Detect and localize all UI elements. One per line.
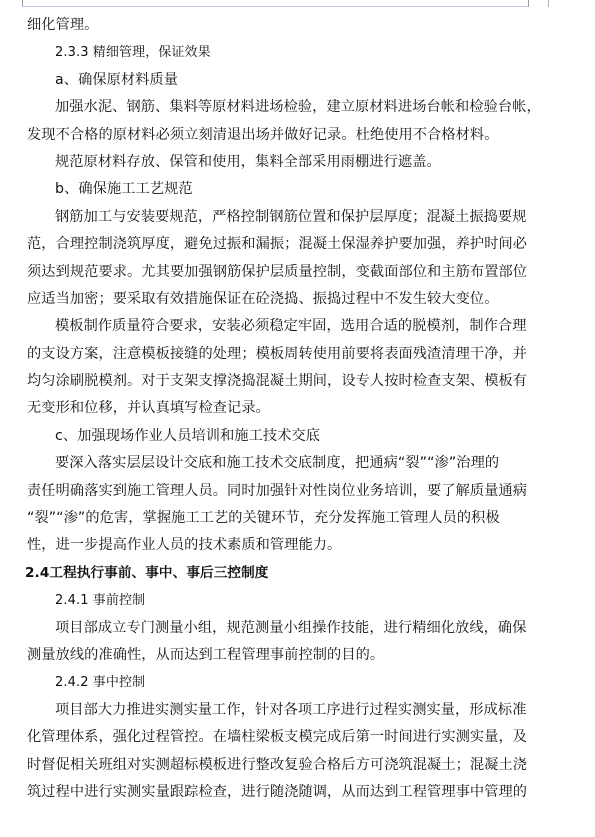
page-edge-marker	[548, 0, 549, 7]
paragraph-line: “裂”“渗”的危害，掌握施工工艺的关键环节，充分发挥施工管理人员的积极	[27, 510, 500, 527]
paragraph-line: 均匀涂刷脱模剂。对于支架支撑浇捣混凝土期间，设专人按时检查支架、模板有	[27, 373, 528, 390]
paragraph-line: 加强水泥、钢筋、集料等原材料进场检验，建立原材料进场台帐和检验台帐，	[55, 99, 541, 116]
paragraph-line: 项目部大力推进实测实量工作，针对各项工序进行过程实测实量，形成标准	[55, 701, 527, 718]
paragraph-line: 筑过程中进行实测实量跟踪检查，进行随浇随调，从而达到工程管理事中管理的	[27, 783, 528, 800]
paragraph-line: 范，合理控制浇筑厚度，避免过振和漏振；混凝土保湿养护要加强，养护时间必	[27, 236, 528, 253]
paragraph-line: 须达到规范要求。尤其要加强钢筋保护层质量控制，变截面部位和主筋布置部位	[27, 263, 528, 280]
paragraph-line: 无变形和位移，并认真填写检查记录。	[27, 400, 270, 417]
paragraph-line: 责任明确落实到施工管理人员。同时加强针对性岗位业务培训，要了解质量通病	[27, 482, 528, 499]
paragraph-line: 化管理体系，强化过程管控。在墙柱梁板支模完成后第一时间进行实测实量，及	[27, 729, 528, 746]
paragraph-line: 项目部成立专门测量小组，规范测量小组操作技能，进行精细化放线，确保	[55, 619, 527, 636]
page-top-edge	[0, 0, 595, 8]
paragraph-line: 钢筋加工与安装要规范，严格控制钢筋位置和保护层厚度；混凝土振捣要规	[55, 208, 527, 225]
item-heading: b、确保施工工艺规范	[55, 181, 193, 198]
item-heading: c、加强现场作业人员培训和施工技术交底	[55, 427, 321, 444]
page-top-border	[22, 6, 529, 7]
document-body	[27, 12, 567, 806]
section-heading: 2.4工程执行事前、事中、事后三控制度	[25, 564, 269, 581]
margin-marker-right	[528, 0, 529, 7]
item-heading: a、确保原材料质量	[55, 71, 179, 88]
paragraph-line: 性，进一步提高作业人员的技术素质和管理能力。	[27, 537, 342, 554]
paragraph-line: 发现不合格的原材料必须立刻清退出场并做好记录。杜绝使用不合格材料。	[27, 126, 499, 143]
paragraph-line: 时督促相关班组对实测超标模板进行整改复验合格后方可浇筑混凝土；混凝土浇	[27, 756, 528, 773]
subsection-heading: 2.3.3 精细管理，保证效果	[55, 45, 211, 61]
paragraph-line: 要深入落实层层设计交底和施工技术交底制度，把通病“裂”“渗”治理的	[55, 455, 500, 472]
subsection-heading: 2.4.2 事中控制	[55, 675, 146, 691]
subsection-heading: 2.4.1 事前控制	[55, 593, 146, 609]
paragraph-line: 规范原材料存放、保管和使用，集料全部采用雨棚进行遮盖。	[55, 153, 441, 170]
paragraph-line: 细化管理。	[27, 17, 99, 33]
paragraph-line: 模板制作质量符合要求，安装必须稳定牢固，选用合适的脱模剂，制作合理	[55, 318, 527, 335]
paragraph-line: 应适当加密；要采取有效措施保证在砼浇捣、振捣过程中不发生较大变位。	[27, 290, 499, 307]
paragraph-line: 的支设方案，注意模板接缝的处理；模板周转使用前要将表面残渣清理干净，并	[27, 345, 528, 362]
paragraph-line: 测量放线的准确性，从而达到工程管理事前控制的目的。	[27, 646, 385, 663]
